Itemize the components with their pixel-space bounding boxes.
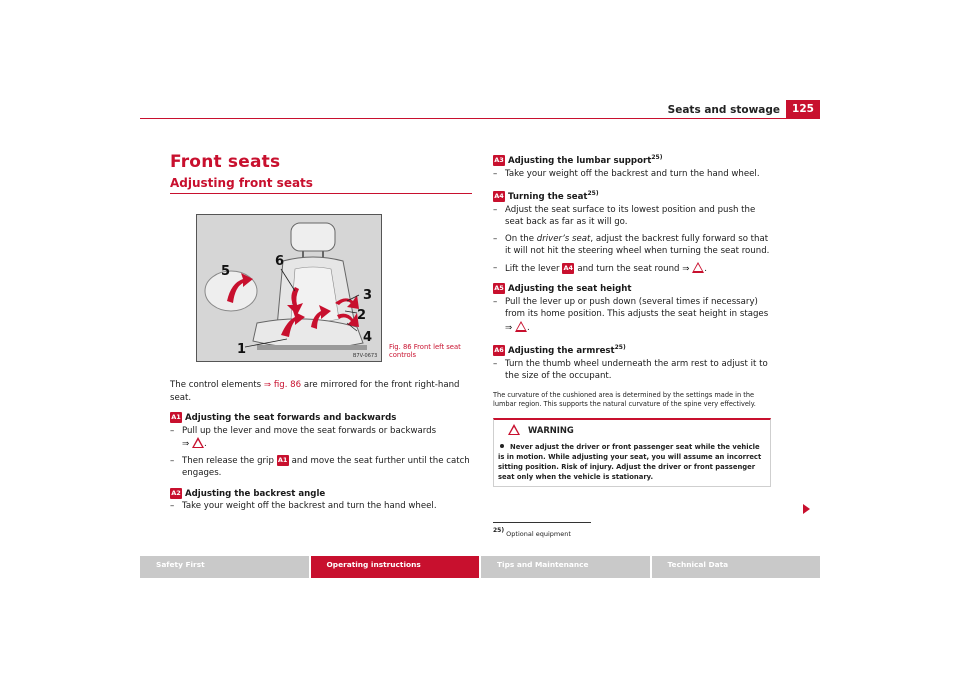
- step-a4-line-1: – Adjust the seat surface to its lowest position and push the seat back as far as it will go.: [493, 204, 771, 229]
- footer-nav: [140, 556, 820, 578]
- callout-5: 5: [221, 264, 231, 279]
- section-title: Front seats: [170, 152, 281, 172]
- warning-icon: [508, 424, 520, 435]
- line-text: and turn the seat round ⇒: [577, 263, 690, 274]
- line-text: Pull the lever up or push down (several times if necessary) from its home position. This adjusts the seat height in stages ⇒: [505, 296, 769, 333]
- ref-arrow: ⇒: [182, 439, 190, 449]
- line-text: , adjust the backrest fully forward so that it will not hit the steering wheel when turning the seat round.: [505, 233, 770, 256]
- running-header-title: Seats and stowage: [667, 104, 780, 116]
- right-column: [493, 152, 771, 487]
- figure-code: B7V-0673: [353, 353, 378, 359]
- figure-ref-link[interactable]: ⇒ fig. 86: [263, 380, 302, 390]
- step-a2-heading: [170, 488, 472, 501]
- step-badge: A3: [494, 156, 504, 164]
- next-page-arrow-icon[interactable]: [803, 504, 810, 514]
- step-a5-line-1: – Pull the lever up or push down (several times if necessary) from its home position. This adjusts the seat height in stages ⇒ .: [493, 296, 771, 335]
- callout-4: 4: [363, 330, 373, 345]
- step-title: Adjusting the backrest angle: [185, 488, 326, 499]
- step-a6-heading: [493, 342, 771, 358]
- footnote-mark: 25): [493, 527, 505, 534]
- step-a1-line-2: [170, 455, 472, 480]
- footer-tab-safety-first[interactable]: Safety First: [140, 556, 309, 578]
- warning-icon[interactable]: [515, 321, 527, 332]
- step-a4-line-2: [493, 233, 771, 258]
- warning-text: [494, 440, 770, 486]
- seat-illustration: [197, 215, 382, 362]
- emphasis-text: driver’s seat: [536, 233, 591, 244]
- line-text: Lift the lever: [505, 263, 560, 274]
- left-column: [170, 152, 472, 194]
- step-title: Adjusting the lumbar support: [508, 156, 652, 166]
- line-text: Then release the grip: [182, 455, 274, 466]
- note-paragraph: The curvature of the cushioned area is determined by the settings made in the lumbar region. This supports the natural curvature of the spine very effectively.: [493, 390, 756, 408]
- footnote: [493, 527, 571, 538]
- header-rule: [140, 118, 820, 119]
- step-badge: A6: [494, 346, 504, 354]
- step-a3-line-1: – Take your weight off the backrest and turn the hand wheel.: [493, 168, 771, 181]
- step-a1-heading: [170, 412, 472, 425]
- step-a4-heading: [493, 188, 771, 204]
- step-a5-heading: [493, 283, 771, 296]
- warning-icon[interactable]: [692, 262, 704, 273]
- step-badge: A4: [494, 192, 504, 200]
- step-a3-heading: [493, 152, 771, 168]
- figure-caption: Fig. 86 Front left seat controls: [389, 343, 461, 359]
- footnote-rule: [493, 522, 591, 523]
- warning-body: Never adjust the driver or front passenger seat while the vehicle is in motion. While adjusting your seat, you will assume an incorrect sitting position. Risk of injury. Adjust the driver or front passenger seat only when the vehicle is stationary.: [498, 442, 762, 481]
- footnote-text: Optional equipment: [506, 530, 571, 538]
- step-title: Adjusting the armrest: [508, 346, 615, 356]
- step-badge: A1: [277, 455, 288, 464]
- left-body: [170, 379, 472, 513]
- seat-figure: [196, 214, 382, 362]
- step-badge: A4: [563, 263, 574, 272]
- step-badge: A5: [494, 284, 504, 292]
- step-badge: A2: [171, 488, 181, 497]
- footer-tab-tips-maintenance[interactable]: Tips and Maintenance: [481, 556, 650, 578]
- warning-icon[interactable]: [192, 437, 204, 448]
- callout-3: 3: [363, 288, 373, 303]
- page-number: 125: [786, 100, 820, 119]
- callout-2: 2: [357, 308, 367, 323]
- step-a1-line-1: – Pull up the lever and move the seat forwards or backwards ⇒ .: [170, 425, 472, 451]
- line-text: and move the seat further until the catch engages.: [182, 455, 470, 478]
- footnote-ref: 25): [651, 154, 663, 161]
- footer-tab-operating-instructions[interactable]: Operating instructions: [311, 556, 480, 578]
- step-a4-line-3: – Lift the lever A4 and turn the seat round ⇒ .: [493, 262, 771, 276]
- step-a2-line-1: – Take your weight off the backrest and turn the hand wheel.: [170, 500, 472, 513]
- warning-title: WARNING: [528, 424, 574, 435]
- bullet-icon: [500, 444, 504, 448]
- callout-6: 6: [275, 254, 285, 269]
- step-a6-line-1: – Turn the thumb wheel underneath the arm rest to adjust it to the size of the occupant.: [493, 358, 771, 383]
- intro-paragraph: [170, 379, 472, 404]
- callout-1: 1: [237, 342, 247, 357]
- warning-box: [493, 418, 771, 487]
- step-title: Turning the seat: [508, 192, 588, 202]
- line-text: Pull up the lever and move the seat forwards or backwards: [182, 425, 437, 436]
- step-title: Adjusting the seat forwards and backwards: [185, 413, 397, 423]
- intro-pre: The control elements: [170, 380, 264, 390]
- line-text: On the: [505, 233, 537, 244]
- step-title: Adjusting the seat height: [508, 284, 632, 294]
- footer-tab-technical-data[interactable]: Technical Data: [652, 556, 821, 578]
- intro-post: are mirrored for the front right-hand seat.: [170, 380, 460, 403]
- footnote-ref: 25): [587, 190, 599, 197]
- footnote-ref: 25): [614, 344, 626, 351]
- warning-header: [494, 420, 770, 440]
- step-badge: A1: [171, 413, 181, 421]
- section-subtitle: Adjusting front seats: [170, 176, 472, 194]
